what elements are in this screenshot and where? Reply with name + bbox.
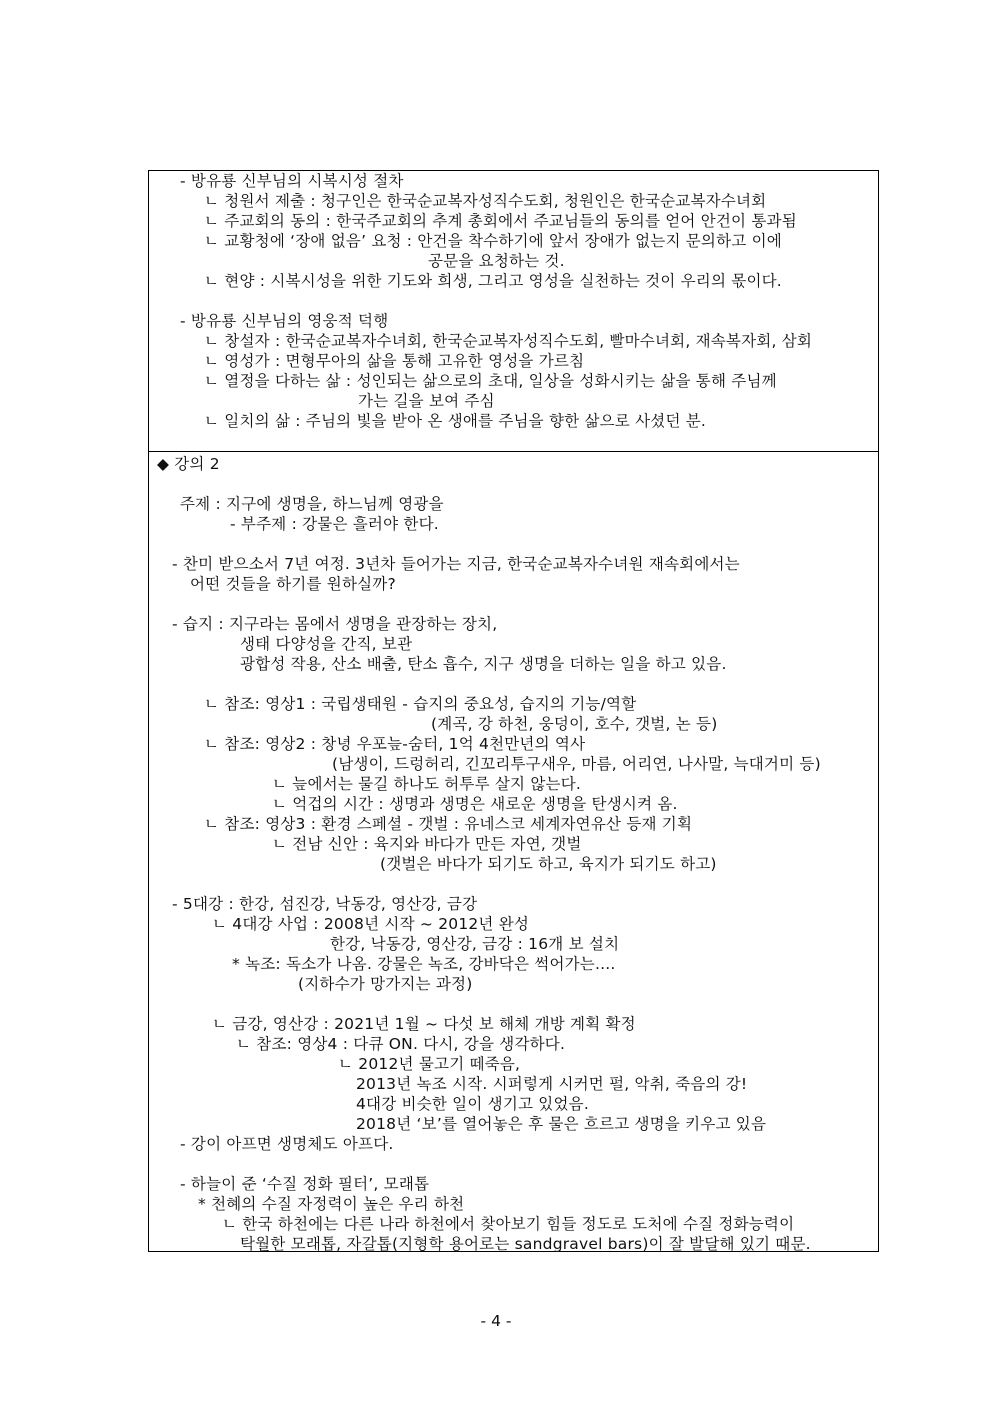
text-line: * 녹조: 독소가 나옴. 강물은 녹조, 강바닥은 썩어가는.... — [232, 955, 616, 973]
text-line: ㄴ 억겁의 시간 : 생명과 생명은 새로운 생명을 탄생시켜 옴. — [272, 795, 678, 813]
subtheme-line: - 부주제 : 강물은 흘러야 한다. — [230, 515, 439, 533]
text-line: ㄴ 늪에서는 물길 하나도 허투루 살지 않는다. — [272, 775, 582, 793]
reference-line: ㄴ 참조: 영상3 : 환경 스페셜 - 갯벌 : 유네스코 세계자연유산 등재 기획 — [204, 815, 693, 833]
text-line: - 습지 : 지구라는 몸에서 생명을 관장하는 장치, — [172, 615, 498, 633]
text-line: ㄴ 전남 신안 : 육지와 바다가 만든 자연, 갯벌 — [272, 835, 582, 853]
text-line: - 5대강 : 한강, 섬진강, 낙동강, 영산강, 금강 — [172, 895, 478, 913]
text-line: - 강이 아프면 생명체도 아프다. — [180, 1135, 394, 1153]
text-line: (지하수가 망가지는 과정) — [298, 975, 473, 993]
page-number: - 4 - — [480, 1312, 512, 1330]
text-line: 2018년 ‘보’를 열어놓은 후 물은 흐르고 생명을 키우고 있음 — [356, 1115, 767, 1133]
text-line: ㄴ 금강, 영산강 : 2021년 1월 ~ 다섯 보 해체 개방 계획 확정 — [212, 1015, 636, 1033]
text-line: * 천혜의 수질 자정력이 높은 우리 하천 — [198, 1195, 465, 1213]
text-line: - 찬미 받으소서 7년 여정. 3년차 들어가는 지금, 한국순교복자수녀원 재속회에서는 — [172, 555, 740, 573]
text-line: 광합성 작용, 산소 배출, 탄소 흡수, 지구 생명을 더하는 일을 하고 있음. — [240, 655, 727, 673]
text-line: ㄴ 교황청에 ‘장애 없음’ 요청 : 안건을 착수하기에 앞서 장애가 없는지 문의하고 이에 — [204, 232, 782, 250]
text-line: ㄴ 창설자 : 한국순교복자수녀회, 한국순교복자성직수도회, 빨마수녀회, 재속복자회, 삼회 — [204, 332, 813, 350]
text-line: 어떤 것들을 하기를 원하실까? — [190, 575, 396, 593]
text-line: - 하늘이 준 ‘수질 정화 필터’, 모래톱 — [180, 1175, 430, 1193]
lecture-2-section-box — [148, 451, 879, 1252]
text-line: (계곡, 강 하천, 웅덩이, 호수, 갯벌, 논 등) — [431, 715, 718, 733]
reference-line: ㄴ 참조: 영상4 : 다큐 ON. 다시, 강을 생각하다. — [236, 1035, 566, 1053]
procedure-section-box — [148, 170, 879, 452]
text-line: ㄴ 한국 하천에는 다른 나라 하천에서 찾아보기 힘들 정도로 도처에 수질 정화능력이 — [222, 1215, 795, 1233]
text-line: 가는 길을 보여 주심 — [358, 392, 495, 410]
text-line: 공문을 요청하는 것. — [428, 252, 565, 270]
text-line: 4대강 비슷한 일이 생기고 있었음. — [356, 1095, 589, 1113]
text-line: ㄴ 청원서 제출 : 청구인은 한국순교복자성직수도회, 청원인은 한국순교복자수녀회 — [204, 192, 767, 210]
text-line: 생태 다양성을 간직, 보관 — [240, 635, 413, 653]
reference-line: ㄴ 참조: 영상2 : 창녕 우포늪-숨터, 1억 4천만년의 역사 — [204, 735, 586, 753]
theme-line: 주제 : 지구에 생명을, 하느님께 영광을 — [180, 495, 444, 513]
text-line: (갯벌은 바다가 되기도 하고, 육지가 되기도 하고) — [380, 855, 717, 873]
text-line: 탁월한 모래톱, 자갈톱(지형학 용어로는 sandgravel bars)이 잘 발달해 있기 때문. — [240, 1235, 811, 1253]
text-line: ㄴ 현양 : 시복시성을 위한 기도와 희생, 그리고 영성을 실천하는 것이 우리의 몫이다. — [204, 272, 782, 290]
reference-line: ㄴ 참조: 영상1 : 국립생태원 - 습지의 중요성, 습지의 기능/역할 — [204, 695, 637, 713]
text-line: ㄴ 2012년 물고기 떼죽음, — [338, 1055, 521, 1073]
text-line: ㄴ 주교회의 동의 : 한국주교회의 추계 총회에서 주교님들의 동의를 얻어 안건이 통과됨 — [204, 212, 797, 230]
lecture-2-heading: ◆ 강의 2 — [157, 455, 220, 473]
text-line: ㄴ 일치의 삶 : 주님의 빛을 받아 온 생애를 주님을 향한 삶으로 사셨던 분. — [204, 412, 707, 430]
text-line: 2013년 녹조 시작. 시퍼렇게 시커먼 펄, 악취, 죽음의 강! — [356, 1075, 748, 1093]
heading-canonization-procedure: - 방유룡 신부님의 시복시성 절차 — [180, 172, 404, 190]
text-line: 한강, 낙동강, 영산강, 금강 : 16개 보 설치 — [330, 935, 620, 953]
heading-heroic-virtue: - 방유룡 신부님의 영웅적 덕행 — [180, 312, 389, 330]
text-line: ㄴ 열정을 다하는 삶 : 성인되는 삶으로의 초대, 일상을 성화시키는 삶을 통해 주님께 — [204, 372, 777, 390]
text-line: (남생이, 드렁허리, 긴꼬리투구새우, 마름, 어리연, 나사말, 늑대거미 등) — [332, 755, 821, 773]
text-line: ㄴ 영성가 : 면형무아의 삶을 통해 고유한 영성을 가르침 — [204, 352, 585, 370]
text-line: ㄴ 4대강 사업 : 2008년 시작 ~ 2012년 완성 — [212, 915, 530, 933]
